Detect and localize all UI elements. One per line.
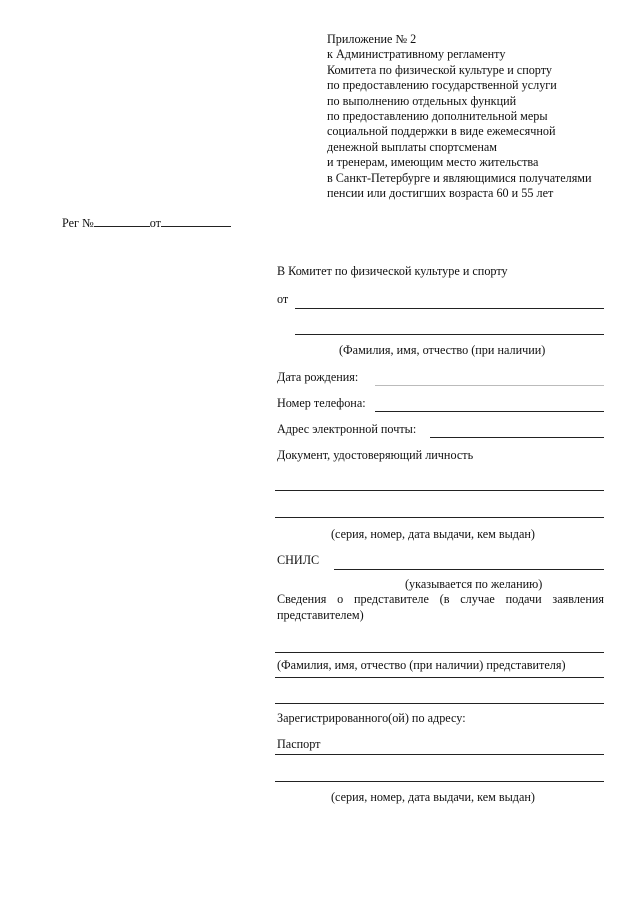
birth-date-field[interactable] <box>375 385 604 386</box>
reg-date-field[interactable] <box>161 215 231 227</box>
header-line: и тренерам, имеющим место жительства <box>327 155 539 170</box>
representative-field-3[interactable] <box>275 703 604 704</box>
header-line: по предоставлению дополнительной меры <box>327 109 548 124</box>
header-line: Приложение № 2 <box>327 32 417 46</box>
appendix-header <box>327 32 637 201</box>
document-caption: (серия, номер, дата выдачи, кем выдан) <box>331 527 535 541</box>
registration-number <box>62 215 231 231</box>
passport-label: Паспорт <box>277 737 321 751</box>
snils-caption: (указывается по желанию) <box>405 577 543 591</box>
document-field-2[interactable] <box>275 517 604 518</box>
birth-date-label: Дата рождения: <box>277 370 359 384</box>
header-line: Комитета по физической культуре и спорту <box>327 62 552 77</box>
fio-caption: (Фамилия, имя, отчество (при наличии) <box>339 343 546 357</box>
reg-date-label: от <box>149 216 161 230</box>
phone-label: Номер телефона: <box>277 396 366 410</box>
passport-caption: (серия, номер, дата выдачи, кем выдан) <box>331 790 535 804</box>
representative-caption: (Фамилия, имя, отчество (при наличии) представителя) <box>277 658 566 672</box>
applicant-name-field-2[interactable] <box>295 334 604 335</box>
recipient-text: В Комитет по физической культуре и спорту <box>277 264 508 278</box>
address-label: Зарегистрированного(ой) по адресу: <box>277 711 466 725</box>
document-field[interactable] <box>275 490 604 491</box>
representative-field-2[interactable] <box>275 677 604 678</box>
passport-field[interactable] <box>275 754 604 755</box>
from-label: от <box>277 292 289 306</box>
header-line: по предоставлению государственной услуги <box>327 78 557 93</box>
email-label: Адрес электронной почты: <box>277 422 417 436</box>
representative-info: Сведения о представителе (в случае подачи заявления представителем) <box>277 592 604 622</box>
applicant-name-field[interactable] <box>295 308 604 309</box>
document-label: Документ, удостоверяющий личность <box>277 448 474 462</box>
reg-number-field[interactable] <box>94 215 150 227</box>
passport-field-2[interactable] <box>275 781 604 782</box>
snils-label: СНИЛС <box>277 553 320 567</box>
header-line: денежной выплаты спортсменам <box>327 139 497 154</box>
email-field[interactable] <box>430 437 604 438</box>
header-line: к Административному регламенту <box>327 47 506 62</box>
snils-field[interactable] <box>334 569 604 570</box>
header-line: по выполнению отдельных функций <box>327 93 517 108</box>
header-line: социальной поддержки в виде ежемесячной <box>327 124 556 139</box>
representative-field[interactable] <box>275 652 604 653</box>
phone-field[interactable] <box>375 411 604 412</box>
header-line: пенсии или достигших возраста 60 и 55 лет <box>327 186 554 201</box>
header-line: в Санкт-Петербурге и являющимися получателями <box>327 170 592 185</box>
reg-prefix: Рег № <box>62 216 94 230</box>
